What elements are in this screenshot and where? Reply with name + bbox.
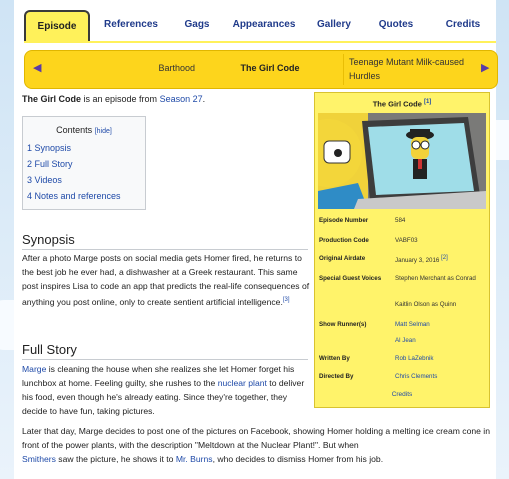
infobox-label-production-code: Production Code [319, 237, 369, 244]
smithers-link[interactable]: Smithers [22, 454, 56, 464]
nuclear-plant-link[interactable]: nuclear plant [217, 378, 267, 388]
full-story-text: to deliver his food, even though he's already eating. Since they're together, they decide to have fun, taking pictures. [22, 378, 305, 416]
infobox-label-written-by: Written By [319, 355, 350, 362]
tab-underline [24, 41, 496, 43]
next-arrow-icon[interactable]: ▶ [481, 62, 490, 74]
toc-item-notes[interactable]: 4 Notes and references [27, 191, 121, 201]
full-story-paragraph-1 [22, 362, 312, 418]
toc-item-videos[interactable]: 3 Videos [27, 175, 62, 185]
synopsis-heading: Synopsis [22, 232, 308, 250]
season-link[interactable]: Season 27 [159, 94, 203, 104]
table-of-contents [22, 116, 146, 210]
next-episode-link[interactable]: Teenage Mutant Milk-caused Hurdles [349, 57, 465, 81]
full-story-text: , who decides to dismiss Homer from his job. [212, 454, 384, 464]
tab-quotes[interactable]: Quotes [378, 19, 414, 30]
article-content [14, 0, 496, 479]
show-runner-link-2[interactable]: Al Jean [395, 337, 416, 344]
show-runner-link-1[interactable]: Matt Selman [395, 321, 430, 328]
full-story-text: Later that day, Marge decides to post one of the pictures on Facebook, showing Homer holding a melting ice cream cone in front of the power plants, with the description "Meltdown at the Nuclear Plant!". But when [22, 426, 490, 450]
infobox-label-show-runners: Show Runner(s) [319, 321, 367, 328]
infobox-title-text: The Girl Code [372, 99, 422, 109]
airdate-text: January 3, 2016 [395, 257, 440, 265]
infobox-value-production-code: VABF03 [395, 237, 418, 244]
infobox-label-directed-by: Directed By [319, 373, 354, 380]
intro-text [22, 94, 312, 104]
infobox-label-airdate: Original Airdate [319, 255, 366, 262]
airdate-ref[interactable]: [2] [441, 255, 448, 261]
infobox-label-episode-number: Episode Number [319, 217, 369, 224]
infobox-credits-link[interactable]: Credits [391, 391, 413, 398]
full-story-heading: Full Story [22, 342, 308, 360]
mr-burns-link[interactable]: Mr. Burns [175, 454, 213, 464]
infobox-value-guest-voices-2: Kaitlin Olson as Quinn [395, 301, 457, 308]
tab-references[interactable]: References [104, 19, 158, 30]
synopsis-body: After a photo Marge posts on social media gets Homer fired, he returns to the best job he ever had, a dishwasher at a Greek restaurant. This same post inspires Lisa to code an app that predicts the real-life consequences of anything you post online, only to create sentient artificial intelligence. [22, 253, 310, 307]
previous-episode-link[interactable]: Barthood [158, 63, 195, 73]
intro-body: is an episode from [81, 94, 160, 104]
episode-screenshot[interactable] [318, 113, 486, 209]
synopsis-text [22, 251, 312, 309]
full-story-text: saw the picture, he shows it to [55, 454, 176, 464]
infobox-title [315, 95, 489, 109]
full-story-text: is cleaning the house when she realizes she let Homer forget his lunchbox at home. Feeling guilty, she rushes to the [22, 364, 295, 388]
marge-link[interactable]: Marge [22, 364, 47, 374]
director-link[interactable]: Chris Clements [395, 373, 438, 380]
laptop-scene-illustration [318, 113, 486, 209]
toc-title [23, 125, 145, 135]
synopsis-ref[interactable]: [3] [282, 297, 290, 303]
infobox-value-guest-voices: Stephen Merchant as Conrad [395, 275, 476, 282]
infobox-value-airdate [395, 255, 448, 264]
infobox-label-guest-voices: Special Guest Voices [319, 275, 382, 282]
tab-appearances[interactable]: Appearances [232, 19, 296, 30]
toc-hide-link[interactable]: [hide] [94, 128, 112, 135]
previous-arrow-icon[interactable]: ◀ [33, 62, 42, 74]
tab-bar [24, 10, 496, 43]
toc-title-text: Contents [56, 125, 93, 135]
episode-title-bold: The Girl Code [22, 94, 82, 104]
episode-infobox [314, 92, 490, 408]
current-episode: The Girl Code [240, 63, 300, 73]
divider [343, 54, 344, 85]
infobox-value-episode-number: 584 [395, 217, 406, 224]
episode-navigator [24, 50, 498, 89]
toc-item-full-story[interactable]: 2 Full Story [27, 159, 73, 169]
intro-end: . [202, 94, 206, 104]
full-story-paragraph-2 [22, 424, 492, 466]
infobox-title-ref[interactable]: [1] [423, 99, 432, 105]
writer-link[interactable]: Rob LaZebnik [395, 355, 434, 362]
tab-gallery[interactable]: Gallery [317, 19, 351, 30]
toc-item-synopsis[interactable]: 1 Synopsis [27, 143, 72, 153]
tab-episode[interactable]: Episode [24, 10, 90, 43]
tab-gags[interactable]: Gags [184, 19, 210, 30]
tab-credits[interactable]: Credits [445, 19, 481, 30]
